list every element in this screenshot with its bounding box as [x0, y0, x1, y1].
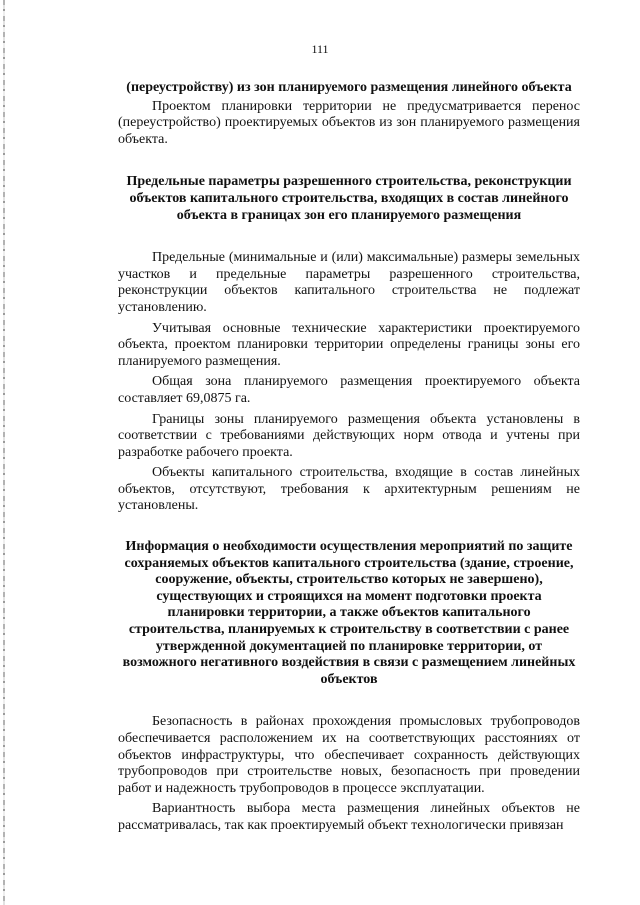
- paragraph: Учитывая основные технические характеристики проектируемого объекта, проектом планировки территории определены границы зоны его планируемого размещения.: [118, 320, 580, 369]
- page-number: 111: [311, 42, 329, 56]
- heading-intro: (переустройству) из зон планируемого размещения линейного объекта: [126, 80, 572, 95]
- paragraph: Безопасность в районах прохождения промысловых трубопроводов обеспечивается расположением их на соответствующих расстояниях от объектов инфраструктуры, что обеспечивает сохранность действующих трубопроводов при строительстве новых, безопасность при проведении работ и надежность трубопроводов в процессе эксплуатации.: [118, 714, 580, 796]
- paragraph: Объекты капитального строительства, входящие в состав линейных объектов, отсутствуют, требования к архитектурным решениям не установлены.: [118, 465, 580, 514]
- section-title-protection: Информация о необходимости осуществления мероприятий по защите сохраняемых объектов капитального строительства (здание, строение, сооружение, объекты, строительство которых не завершено), существующих и строящихся на момент подготовки проекта планировки территории, а также объектов капитального строительства, планируемых к строительству в соответствии с ранее утвержденной документацией по планировке территории, от возможного негативного воздействия в связи с размещением линейных объектов: [122, 539, 576, 687]
- paragraph: Вариантность выбора места размещения линейных объектов не рассматривалась, так как проектируемый объект технологически привязан: [118, 801, 580, 833]
- paragraph: Общая зона планируемого размещения проектируемого объекта составляет 69,0875 га.: [118, 374, 580, 406]
- paragraph-intro: Проектом планировки территории не предусматривается перенос (переустройство) проектируемых объектов из зон планируемого размещения объекта.: [118, 98, 580, 147]
- scan-edge-artifact: [3, 0, 5, 905]
- paragraph: Предельные (минимальные и (или) максимальные) размеры земельных участков и предельные параметры разрешенного строительства, реконструкции объектов капитального строительства не подлежат установлению.: [118, 250, 580, 315]
- paragraph: Границы зоны планируемого размещения объекта установлены в соответствии с требованиями действующих норм отвода и учтены при разработке рабочего проекта.: [118, 411, 580, 460]
- document-body: [118, 80, 580, 835]
- section-title-parameters: Предельные параметры разрешенного строительства, реконструкции объектов капитального строительства, входящих в состав линейного объекта в границах зон его планируемого размещения: [126, 174, 572, 223]
